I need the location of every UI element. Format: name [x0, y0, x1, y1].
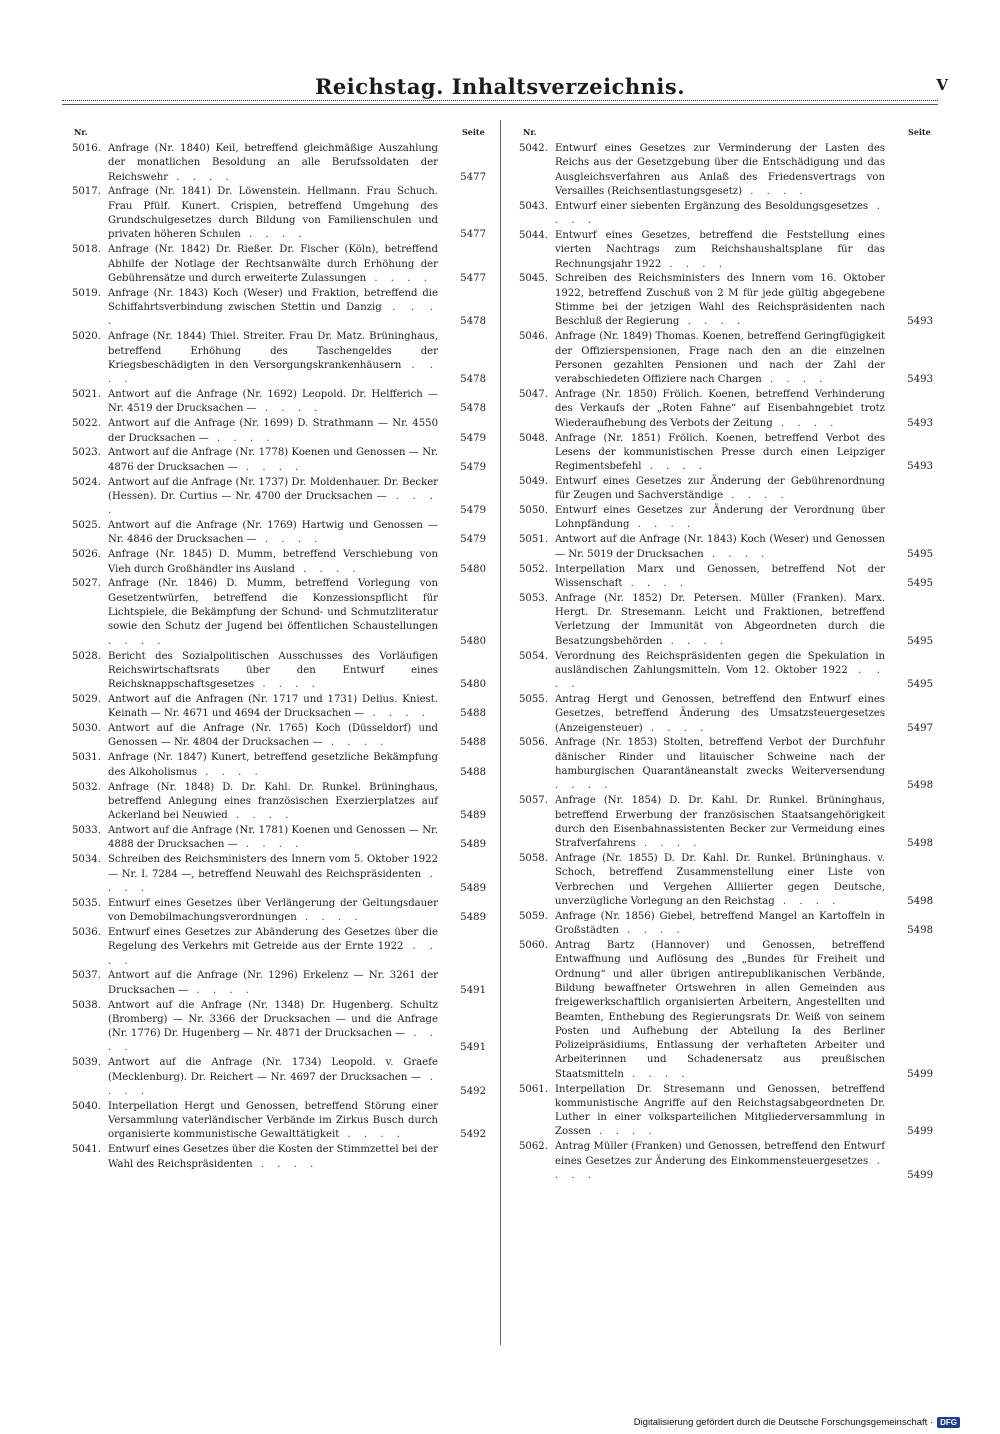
- entry-page: 5479: [460, 432, 486, 444]
- entry-page: 5498: [907, 895, 933, 907]
- entry-number: 5050.: [519, 505, 548, 517]
- entry-page: 5480: [460, 635, 486, 647]
- entry-page: 5489: [460, 912, 486, 924]
- entry-text: Anfrage (Nr. 1852) Dr. Petersen. Müller (Franken). Marx. Hergt. Dr. Stresemann. Leicht und Fraktionen, betreffend Verletzung der Immunität von Abgeordneten durch die Besatzungsbehörden . . . .: [555, 592, 885, 647]
- toc-entry: [519, 592, 935, 649]
- entry-number: 5052.: [519, 563, 548, 575]
- entry-text: Entwurf eines Gesetzes zur Verminderung der Lasten des Reichs aus der Gesetzgebung über die Entschädigung und das Ausgleichsverfahren aus Anlaß des Friedensvertrags von Versailles (Reichsentlastungsgesetz) . . . .: [555, 143, 885, 197]
- entry-page: 5499: [907, 1169, 933, 1181]
- page-title: Reichstag. Inhaltsverzeichnis.: [314, 74, 686, 99]
- entry-text: Antwort auf die Anfrage (Nr. 1781) Koenen und Genossen — Nr. 4888 der Drucksachen — . . . .: [108, 825, 438, 851]
- entry-number: 5020.: [72, 331, 101, 343]
- toc-entry: [72, 853, 488, 896]
- toc-entry: [519, 475, 935, 504]
- toc-entry: [72, 926, 488, 969]
- entry-text: Anfrage (Nr. 1843) Koch (Weser) und Fraktion, betreffend die Schiffahrtsverbindung zwischen Stettin und Danzig . . . .: [108, 287, 438, 328]
- left-nr-label: Nr.: [74, 127, 88, 137]
- column-divider: [500, 120, 501, 1345]
- entry-number: 5038.: [72, 999, 101, 1011]
- entry-text: Antrag Hergt und Genossen, betreffend den Entwurf eines Gesetzes, betreffend Änderung des Umsatzsteuergesetzes (Anzeigensteuer) . . . .: [555, 694, 885, 734]
- entry-text: Schreiben des Reichsministers des Innern vom 5. Oktober 1922 — Nr. I. 7284 —, betreffend Neuwahl des Reichspräsidenten . . . .: [108, 854, 438, 894]
- toc-entry: [72, 243, 488, 286]
- entry-number: 5047.: [519, 389, 548, 401]
- toc-entry: [519, 229, 935, 272]
- entry-number: 5029.: [72, 694, 101, 705]
- entry-page: 5488: [460, 708, 486, 720]
- header-rule-dotted: [62, 100, 938, 101]
- entry-number: 5039.: [72, 1057, 101, 1069]
- entry-number: 5018.: [72, 244, 101, 256]
- entry-page: 5488: [460, 766, 486, 778]
- toc-entry: [72, 476, 488, 519]
- entry-text: Antwort auf die Anfrage (Nr. 1699) D. Strathmann — Nr. 4550 der Drucksachen — . . . .: [108, 418, 438, 444]
- toc-entry: [72, 1100, 488, 1143]
- entry-page: 5488: [460, 737, 486, 749]
- toc-entry: [72, 417, 488, 446]
- entry-number: 5042.: [519, 143, 548, 154]
- entry-text: Anfrage (Nr. 1842) Dr. Rießer. Dr. Fischer (Köln), betreffend Abhilfe der Notlage der Rechtsanwälte durch Erhöhung der Gebührensätze und durch erweiterte Zulassungen . . . .: [108, 244, 438, 284]
- entry-number: 5028.: [72, 650, 101, 662]
- entry-text: Anfrage (Nr. 1840) Keil, betreffend gleichmäßige Auszahlung der monatlichen Besoldung an alle Berufssoldaten der Reichswehr . . . .: [108, 143, 438, 183]
- entry-text: Anfrage (Nr. 1851) Frölich. Koenen, betreffend Verbot des Lesens der kommunistischen Presse durch einen Leipziger Regimentsbefehl . . . .: [555, 432, 885, 473]
- entry-number: 5062.: [519, 1141, 548, 1153]
- toc-entry: [519, 794, 935, 851]
- entry-page: 5480: [460, 679, 486, 691]
- entry-page: 5477: [460, 229, 486, 241]
- toc-entry: [519, 272, 935, 329]
- entry-text: Schreiben des Reichsministers des Innern vom 16. Oktober 1922, betreffend Zuschuß von 2 M für jede gültig abgegebene Stimme bei der jetzigen Wahl des Reichspräsidenten nach Beschluß der Regierung . . . .: [555, 273, 885, 328]
- entry-page: 5495: [907, 635, 933, 647]
- entry-text: Antwort auf die Anfrage (Nr. 1734) Leopold. v. Graefe (Mecklenburg). Dr. Reichert — Nr. 4697 der Drucksachen — . . . .: [108, 1057, 439, 1097]
- entry-page: 5495: [907, 679, 933, 691]
- entry-text: Entwurf einer siebenten Ergänzung des Besoldungsgesetzes . . . .: [555, 200, 885, 227]
- toc-entry: [519, 432, 935, 475]
- toc-entry: [72, 897, 488, 926]
- entry-page: 5492: [460, 1085, 486, 1097]
- entry-number: 5058.: [519, 853, 548, 865]
- toc-entry: [72, 969, 488, 998]
- entry-text: Antwort auf die Anfrage (Nr. 1737) Dr. Moldenhauer. Dr. Becker (Hessen). Dr. Curtius — Nr. 4700 der Drucksachen — . . . .: [108, 476, 438, 517]
- toc-entry: [72, 693, 488, 722]
- entry-number: 5046.: [519, 331, 548, 343]
- entry-text: Anfrage (Nr. 1847) Kunert, betreffend gesetzliche Bekämpfung des Alkoholismus . . . .: [108, 752, 438, 778]
- entry-number: 5048.: [519, 432, 548, 444]
- entry-page: 5489: [460, 810, 486, 822]
- entry-page: 5479: [460, 534, 486, 546]
- entry-text: Antwort auf die Anfrage (Nr. 1765) Koch (Düsseldorf) und Genossen — Nr. 4804 der Drucksachen — . . . .: [108, 723, 438, 749]
- dfg-logo: DFG: [937, 1417, 960, 1428]
- entry-number: 5023.: [72, 447, 101, 459]
- entry-page: 5493: [907, 316, 933, 328]
- entry-text: Antwort auf die Anfrage (Nr. 1348) Dr. Hugenberg. Schultz (Bromberg) — Nr. 3366 der Drucksachen — und die Anfrage (Nr. 1776) Dr. Hugenberg — Nr. 4871 der Drucksachen — . . . .: [108, 999, 438, 1054]
- toc-entry: [72, 577, 488, 648]
- entry-text: Antwort auf die Anfragen (Nr. 1717 und 1731) Delius. Kniest. Keinath — Nr. 4671 und 4694 der Drucksachen — . . . .: [108, 694, 438, 720]
- entry-text: Entwurf eines Gesetzes über Verlängerung der Geltungsdauer von Demobilmachungsverordnungen . . . .: [108, 897, 438, 924]
- entry-number: 5022.: [72, 418, 101, 430]
- toc-entry: [72, 185, 488, 242]
- entry-text: Anfrage (Nr. 1856) Giebel, betreffend Mangel an Kartoffeln in Großstädten . . . .: [555, 910, 885, 937]
- toc-entry: [519, 1083, 935, 1140]
- entry-number: 5019.: [72, 287, 101, 299]
- entry-page: 5478: [460, 374, 486, 386]
- left-column: [72, 142, 488, 1344]
- toc-entry: [72, 650, 488, 693]
- entry-number: 5061.: [519, 1083, 548, 1095]
- entry-text: Antrag Bartz (Hannover) und Genossen, betreffend Entwaffnung und Auflösung des „Bundes für Freiheit und Ordnung“ und aller übrigen antirepublikanischen Verbände, Bildung bewaffneter Ortswehren in allen Gemeinden aus freigewerkschaftlich organisierten Arbeitern, Angestellten und Beamten, Enthebung des Regierungsrats Dr. Weiß von seinem Posten und Aufhebung der Abteilung Ia des Berliner Polizeipräsidiums, Entlassung der verhafteten Arbeiter und Arbeiterinnen und Schadenersatz aus preußischen Staatsmitteln . . . .: [555, 940, 885, 1080]
- toc-entry: [72, 330, 488, 387]
- entry-number: 5033.: [72, 825, 101, 837]
- entry-number: 5035.: [72, 897, 101, 909]
- left-seite-label: Seite: [462, 127, 485, 137]
- entry-number: 5055.: [519, 694, 548, 705]
- toc-entry: [519, 1140, 935, 1183]
- toc-entry: [72, 1056, 488, 1099]
- entry-number: 5041.: [72, 1144, 101, 1156]
- toc-entry: [519, 693, 935, 736]
- entry-number: 5059.: [519, 910, 548, 922]
- entry-number: 5034.: [72, 854, 101, 866]
- entry-text: Interpellation Hergt und Genossen, betreffend Störung einer Versammlung vaterländischer Verbände im Zirkus Busch durch organisierte kommunistische Gewalttätigkeit . . . .: [108, 1100, 438, 1141]
- entry-number: 5025.: [72, 520, 101, 532]
- entry-number: 5054.: [519, 650, 548, 662]
- entry-text: Anfrage (Nr. 1854) D. Dr. Kahl. Dr. Runkel. Brüninghaus, betreffend Erwerbung der französischen Staatsangehörigkeit durch den Eisenbahnassistenten Becker zur Vermeidung eines Strafverfahrens . . . .: [555, 795, 885, 850]
- entry-page: 5477: [460, 171, 486, 183]
- entry-text: Interpellation Dr. Stresemann und Genossen, betreffend kommunistische Angriffe auf den Reichstagsabgeordneten Dr. Luther in einer volksparteilichen Mitgliederversammlung in Zossen . . . .: [555, 1083, 885, 1138]
- entry-number: 5056.: [519, 737, 548, 749]
- entry-text: Verordnung des Reichspräsidenten gegen die Spekulation in ausländischen Zahlungsmitteln. Vom 12. Oktober 1922 . . . .: [555, 650, 886, 691]
- entry-page: 5477: [460, 272, 486, 284]
- toc-entry: [72, 287, 488, 330]
- toc-entry: [72, 999, 488, 1056]
- right-seite-label: Seite: [908, 127, 931, 137]
- entry-number: 5017.: [72, 186, 101, 198]
- entry-number: 5057.: [519, 795, 548, 807]
- entry-number: 5036.: [72, 926, 101, 938]
- entry-page: 5489: [460, 839, 486, 851]
- entry-page: 5495: [907, 548, 933, 560]
- toc-entry: [519, 533, 935, 562]
- entry-page: 5495: [907, 577, 933, 589]
- entry-text: Antwort auf die Anfrage (Nr. 1296) Erkelenz — Nr. 3261 der Drucksachen — . . . .: [108, 970, 438, 996]
- toc-entry: [519, 563, 935, 592]
- entry-page: 5498: [907, 838, 933, 850]
- page-number: V: [936, 76, 948, 94]
- entry-number: 5053.: [519, 592, 548, 604]
- entry-page: 5493: [907, 374, 933, 386]
- entry-text: Anfrage (Nr. 1844) Thiel. Streiter. Frau Dr. Matz. Brüninghaus, betreffend Erhöhung des Taschengeldes der Kriegsbeschädigten in den Versorgungskrankenhäusern . . . .: [108, 331, 438, 386]
- toc-entry: [519, 200, 935, 229]
- entry-page: 5479: [460, 461, 486, 473]
- entry-number: 5037.: [72, 970, 101, 982]
- entry-text: Anfrage (Nr. 1850) Frölich. Koenen, betreffend Verhinderung des Verkaufs der „Roten Fahne“ auf Eisenbahngebiet trotz Wiederaufhebung des Verbots der Zeitung . . . .: [555, 389, 885, 429]
- toc-entry: [72, 142, 488, 185]
- page-header: [60, 74, 948, 102]
- entry-page: 5480: [460, 563, 486, 575]
- entry-page: 5491: [460, 984, 486, 996]
- entry-number: 5031.: [72, 752, 101, 764]
- entry-number: 5049.: [519, 475, 548, 487]
- entry-number: 5027.: [72, 578, 101, 590]
- entry-number: 5040.: [72, 1100, 101, 1112]
- entry-text: Anfrage (Nr. 1849) Thomas. Koenen, betreffend Geringfügigkeit der Offizierspensionen, Frage nach den an die einzelnen Personen gezahlten Pensionen und nach der Zahl der verabschiedeten Offiziere nach Chargen . . . .: [555, 331, 885, 386]
- toc-entry: [72, 388, 488, 417]
- entry-text: Anfrage (Nr. 1841) Dr. Löwenstein. Hellmann. Frau Schuch. Frau Pfülf. Kunert. Crispien, betreffend Umgehung des Grundschulgesetzes durch Bildung von Familienschulen und privaten höheren Schulen . . . .: [108, 186, 438, 241]
- entry-page: 5498: [907, 780, 933, 792]
- toc-entry: [72, 1143, 488, 1172]
- toc-entry: [519, 650, 935, 693]
- toc-entry: [519, 736, 935, 793]
- toc-entry: [519, 330, 935, 387]
- entry-text: Antrag Müller (Franken) und Genossen, betreffend den Entwurf eines Gesetzes zur Änderung des Einkommensteuergesetzes . . . .: [555, 1141, 886, 1181]
- entry-text: Bericht des Sozialpolitischen Ausschusses des Vorläufigen Reichswirtschaftsrats über den Entwurf eines Reichsknappschaftsgesetzes . . . .: [108, 650, 438, 691]
- toc-entry: [519, 388, 935, 431]
- entry-number: 5051.: [519, 534, 548, 546]
- entry-page: 5491: [460, 1042, 486, 1054]
- toc-entry: [519, 910, 935, 939]
- entry-text: Entwurf eines Gesetzes, betreffend die Feststellung eines vierten Nachtrags zum Reichshaushaltsplane für das Rechnungsjahr 1922 . . . .: [555, 229, 885, 270]
- entry-text: Interpellation Marx und Genossen, betreffend Not der Wissenschaft . . . .: [555, 563, 885, 589]
- footer: [634, 1417, 960, 1428]
- entry-number: 5044.: [519, 229, 548, 241]
- entry-number: 5021.: [72, 389, 101, 401]
- toc-entry: [72, 824, 488, 853]
- toc-entry: [72, 519, 488, 548]
- toc-entry: [72, 781, 488, 824]
- entry-text: Anfrage (Nr. 1845) D. Mumm, betreffend Verschiebung von Vieh durch Großhändler ins Ausland . . . .: [108, 549, 438, 575]
- entry-number: 5060.: [519, 940, 548, 952]
- entry-text: Entwurf eines Gesetzes zur Änderung der Verordnung über Lohnpfändung . . . .: [555, 505, 885, 531]
- entry-page: 5499: [907, 1126, 933, 1138]
- toc-entry: [519, 939, 935, 1082]
- entry-page: 5492: [460, 1129, 486, 1141]
- entry-page: 5478: [460, 403, 486, 415]
- entry-page: 5497: [907, 722, 933, 734]
- entry-text: Entwurf eines Gesetzes zur Änderung der Gebührenordnung für Zeugen und Sachverständige . . . .: [555, 475, 885, 502]
- entry-text: Antwort auf die Anfrage (Nr. 1769) Hartwig und Genossen — Nr. 4846 der Drucksachen — . . . .: [108, 520, 438, 546]
- entry-text: Antwort auf die Anfrage (Nr. 1692) Leopold. Dr. Helfferich — Nr. 4519 der Drucksachen — . . . .: [108, 389, 438, 415]
- entry-number: 5032.: [72, 781, 101, 793]
- toc-entry: [72, 722, 488, 751]
- entry-text: Entwurf eines Gesetzes zur Abänderung des Gesetzes über die Regelung des Verkehrs mit Getreide aus der Ernte 1922 . . . .: [108, 926, 438, 967]
- entry-number: 5024.: [72, 476, 101, 488]
- toc-entry: [72, 751, 488, 780]
- header-rule: [62, 104, 938, 105]
- toc-entry: [519, 504, 935, 533]
- toc-entry: [72, 446, 488, 475]
- entry-text: Anfrage (Nr. 1848) D. Dr. Kahl. Dr. Runkel. Brüninghaus, betreffend Anlegung eines französischen Exerzierplatzes auf Ackerland bei Neuwied . . . .: [108, 781, 438, 822]
- entry-page: 5489: [460, 882, 486, 894]
- toc-entry: [72, 548, 488, 577]
- entry-text: Anfrage (Nr. 1853) Stolten, betreffend Verbot der Durchfuhr dänischer Rinder und litauischer Schweine nach der hamburgischen Quarantäneanstalt zwecks Weiterversendung . . . .: [555, 737, 885, 792]
- entry-text: Entwurf eines Gesetzes über die Kosten der Stimmzettel bei der Wahl des Reichspräsidenten . . . .: [108, 1144, 438, 1170]
- right-nr-label: Nr.: [523, 127, 537, 137]
- entry-number: 5030.: [72, 723, 101, 735]
- entry-number: 5016.: [72, 143, 101, 154]
- entry-page: 5478: [460, 316, 486, 328]
- right-column: [519, 142, 935, 1344]
- entry-text: Anfrage (Nr. 1846) D. Mumm, betreffend Vorlegung von Gesetzentwürfen, betreffend die Konzessionspflicht für Lichtspiele, die Bekämpfung der Schund- und Schmutzliteratur sowie den Schutz der Jugend bei öffentlichen Schaustellungen . . . .: [108, 578, 438, 647]
- footer-text: Digitalisierung gefördert durch die Deutsche Forschungsgemeinschaft ·: [633, 1417, 934, 1428]
- entry-text: Anfrage (Nr. 1855) D. Dr. Kahl. Dr. Runkel. Brüninghaus. v. Schoch, betreffend Zusammenstellung einer Liste von Verbrechen und Vergehen Alliierter gegen Deutsche, unverzügliche Vorlegung an den Reichstag . . . .: [555, 853, 885, 907]
- entry-text: Antwort auf die Anfrage (Nr. 1843) Koch (Weser) und Genossen — Nr. 5019 der Drucksachen . . . .: [555, 534, 885, 560]
- entry-page: 5499: [907, 1068, 933, 1080]
- entry-text: Antwort auf die Anfrage (Nr. 1778) Koenen und Genossen — Nr. 4876 der Drucksachen — . . . .: [108, 447, 438, 473]
- entry-page: 5493: [907, 417, 933, 429]
- entry-page: 5493: [907, 461, 933, 473]
- entry-page: 5498: [907, 925, 933, 937]
- entry-page: 5479: [460, 505, 486, 517]
- toc-entry: [519, 142, 935, 199]
- entry-number: 5043.: [519, 200, 548, 212]
- entry-number: 5026.: [72, 549, 101, 561]
- toc-entry: [519, 852, 935, 909]
- entry-number: 5045.: [519, 273, 548, 285]
